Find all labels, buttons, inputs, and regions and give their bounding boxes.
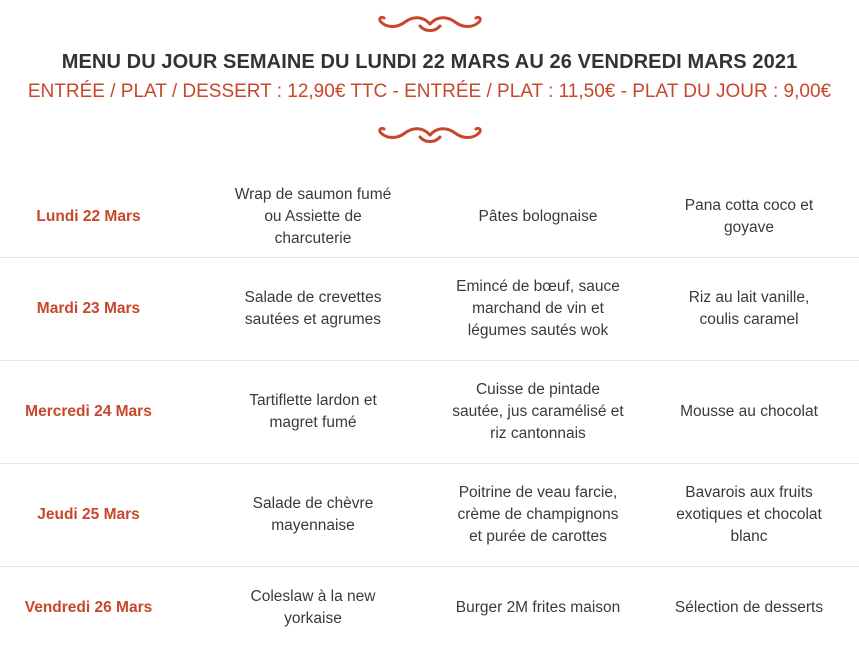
day-label: Lundi 22 Mars bbox=[36, 208, 141, 225]
menu-row-lundi bbox=[0, 177, 859, 258]
day-label: Mercredi 24 Mars bbox=[25, 403, 152, 420]
dessert-cell: Sélection de desserts bbox=[674, 599, 824, 616]
entree-cell: Wrap de saumon fumé ou Assiette de charcuterie bbox=[234, 186, 392, 247]
menu-row-vendredi bbox=[0, 567, 859, 649]
plat-cell: Cuisse de pintade sautée, jus caramélisé et riz cantonnais bbox=[452, 381, 624, 442]
entree-cell: Tartiflette lardon et magret fumé bbox=[249, 392, 377, 431]
bottom-ornament bbox=[0, 123, 859, 147]
menu-table bbox=[0, 177, 859, 649]
menu-row-mardi bbox=[0, 258, 859, 361]
entree-cell: Salade de chèvre mayennaise bbox=[252, 495, 374, 534]
plat-cell: Emincé de bœuf, sauce marchand de vin et légumes sautés wok bbox=[456, 278, 620, 339]
day-label: Jeudi 25 Mars bbox=[37, 506, 140, 523]
page-title: MENU DU JOUR SEMAINE DU LUNDI 22 MARS AU 26 VENDREDI MARS 2021 bbox=[61, 51, 798, 73]
dessert-cell: Bavarois aux fruits exotiques et chocolat blanc bbox=[676, 484, 822, 545]
price-list: ENTRÉE / PLAT / DESSERT : 12,90€ TTC - ENTRÉE / PLAT : 11,50€ - PLAT DU JOUR : 9,00€ bbox=[27, 81, 832, 102]
day-label: Mardi 23 Mars bbox=[36, 300, 141, 317]
dessert-cell: Riz au lait vanille, coulis caramel bbox=[688, 289, 810, 328]
menu-row-jeudi bbox=[0, 464, 859, 567]
entree-cell: Salade de crevettes sautées et agrumes bbox=[244, 289, 382, 328]
top-ornament bbox=[0, 12, 859, 36]
plat-cell: Burger 2M frites maison bbox=[455, 599, 621, 616]
plat-cell: Pâtes bolognaise bbox=[478, 208, 598, 225]
plat-cell: Poitrine de veau farcie, crème de champignons et purée de carottes bbox=[457, 484, 619, 545]
flourish-ornament-icon bbox=[375, 12, 485, 36]
dessert-cell: Pana cotta coco et goyave bbox=[684, 197, 814, 236]
flourish-ornament-icon bbox=[375, 123, 485, 147]
day-label: Vendredi 26 Mars bbox=[24, 599, 153, 616]
entree-cell: Coleslaw à la new yorkaise bbox=[250, 588, 376, 627]
dessert-cell: Mousse au chocolat bbox=[680, 403, 818, 420]
menu-row-mercredi bbox=[0, 361, 859, 464]
